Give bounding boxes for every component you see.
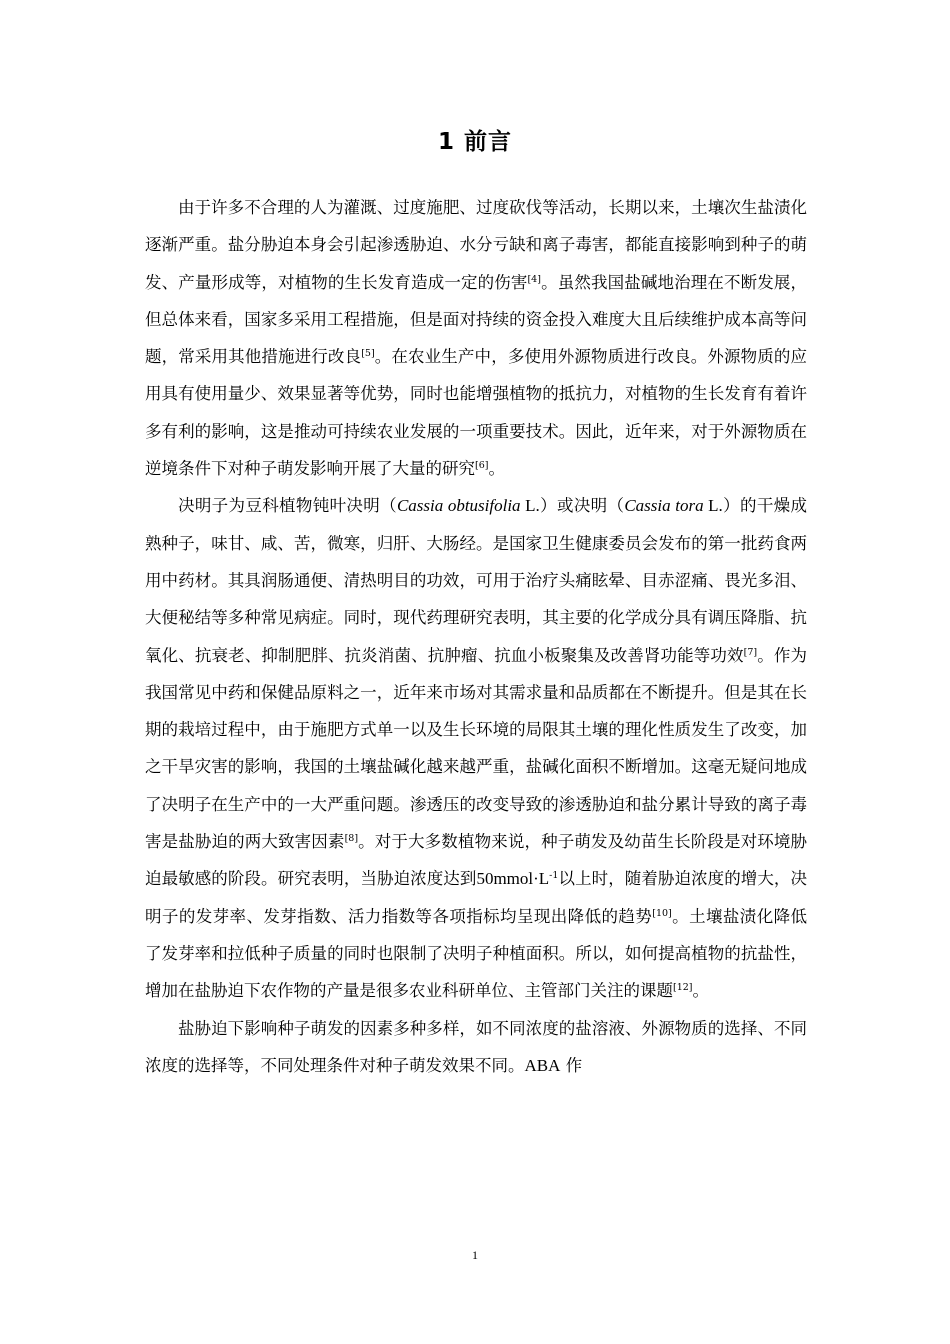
section-number: 1: [437, 129, 455, 155]
text-run: 盐胁迫下影响种子萌发的因素多种多样，如不同浓度的盐溶液、外源物质的选择、不同浓度的选择等，不同处理条件对种子萌发效果不同。: [145, 1018, 807, 1075]
text-run: 。在农业生产中，多使用外源物质进行改良。外源物质的应用具有使用量少、效果显著等优势，同时也能增强植物的抵抗力，对植物的生长发育有着许多有利的影响，这是推动可持续农业发展的一项重要技术。因此，近年来，对于外源物质在逆境条件下对种子萌发影响开展了大量的研究: [145, 347, 808, 479]
species-name: Cassia obtusifolia: [396, 496, 521, 516]
citation-ref: [4]: [527, 273, 541, 285]
latin-text: ABA: [524, 1055, 561, 1075]
latin-text: L.: [520, 496, 540, 516]
text-run: 。: [692, 981, 710, 1001]
latin-text: 50mmol·L: [476, 869, 550, 889]
paragraph: [145, 487, 807, 1009]
text-run: 。: [488, 459, 505, 479]
citation-ref: [6]: [475, 460, 489, 472]
citation-ref: -1: [549, 870, 559, 882]
section-title: 前言: [464, 129, 513, 155]
paragraph: [145, 1010, 807, 1085]
text-run: 。作为我国常见中药和保健品原料之一，近年来市场对其需求量和品质都在不断提升。但是其在长期的栽培过程中，由于施肥方式单一以及生长环境的局限其土壤的理化性质发生了改变，加之干旱灾害的影响，我国的土壤盐碱化越来越严重，盐碱化面积不断增加。这毫无疑问地成了决明子在生产中的一大严重问题。渗透压的改变导致的渗透胁迫和盐分累计导致的离子毒害是盐胁迫的两大致害因素: [145, 645, 808, 852]
citation-ref: [10]: [652, 907, 672, 919]
text-run: 以上时，随着胁迫浓度的增大，决明子的发芽率、发芽指数、活力指数等各项指标均呈现出降低的趋势: [145, 869, 808, 926]
section-heading: [0, 123, 950, 156]
citation-ref: [8]: [344, 833, 359, 845]
text-run: 。虽然我国盐碱地治理在不断发展，但总体来看，国家多采用工程措施，但是面对持续的资金投入难度大且后续维护成本高等问题，常采用其他措施进行改良: [145, 272, 808, 367]
citation-ref: [5]: [361, 348, 375, 360]
text-run: 作: [560, 1055, 583, 1075]
citation-ref: [7]: [743, 646, 758, 658]
text-run: ）或决明（: [539, 496, 625, 516]
body-text: [145, 189, 807, 1084]
citation-ref: [12]: [673, 982, 693, 994]
text-run: 由于许多不合理的人为灌溉、过度施肥、过度砍伐等活动，长期以来，土壤次生盐渍化逐渐严重。盐分胁迫本身会引起渗透胁迫、水分亏缺和离子毒害，都能直接影响到种子的萌发、产量形成等，对植物的生长发育造成一定的伤害: [145, 198, 807, 292]
species-name: Cassia tora: [624, 496, 704, 516]
text-run: 。土壤盐渍化降低了发芽率和拉低种子质量的同时也限制了决明子种植面积。所以，如何提高植物的抗盐性，增加在盐胁迫下农作物的产量是很多农业科研单位、主管部门关注的课题: [145, 906, 808, 1001]
page-number: 1: [472, 1248, 478, 1262]
paragraph: [145, 189, 807, 487]
text-run: 。对于大多数植物来说，种子萌发及幼苗生长阶段是对环境胁迫最敏感的阶段。研究表明，当胁迫浓度达到: [145, 832, 808, 889]
text-run: 决明子为豆科植物钝叶决明（: [178, 496, 397, 516]
text-run: ）的干燥成熟种子，味甘、咸、苦，微寒，归肝、大肠经。是国家卫生健康委员会发布的第一批药食两用中药材。其具润肠通便、清热明目的功效，可用于治疗头痛眩晕、目赤涩痛、畏光多泪、大便秘结等多种常见病症。同时，现代药理研究表明，其主要的化学成分具有调压降脂、抗氧化、抗衰老、抑制肥胖、抗炎消菌、抗肿瘤、抗血小板聚集及改善肾功能等功效: [145, 496, 808, 665]
latin-text: L.: [703, 496, 723, 516]
